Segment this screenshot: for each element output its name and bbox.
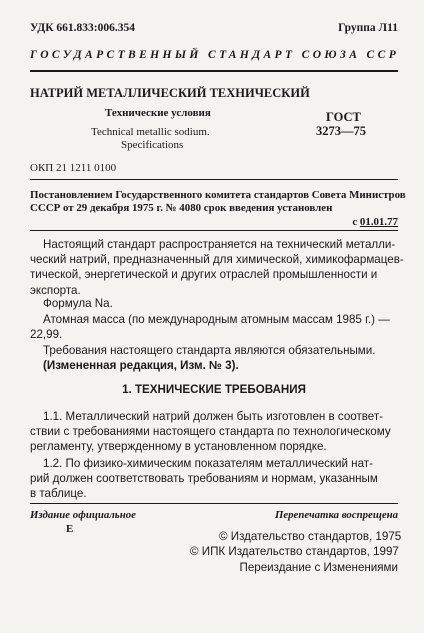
mandatory-line: Требования настоящего стандарта являются обязательными. [43,344,376,357]
intro-paragraph [30,237,404,298]
intro-line: Настоящий стандарт распространяется на технический металли- [43,238,396,251]
footer-rule [30,503,398,504]
effective-date: 01.01.77 [359,216,398,228]
decree-effective-date [352,216,398,228]
clause-line: 1.1. Металлический натрий должен быть изготовлен в соответ- [43,410,384,423]
decree-rule [30,230,398,231]
subtitle-en-line2: Specifications [121,139,184,151]
agency-title: ГОСУДАРСТВЕННЫЙ СТАНДАРТ СОЮЗА ССР [30,49,400,61]
intro-line: ческий натрий, предназначенный для химической, химикофармацев- [30,253,404,267]
reprint-notice: Перепечатка воспрещена [274,509,398,521]
clause-line: ствии с требованиями настоящего стандарта по технологическому [30,425,391,439]
group-code: Группа Л11 [338,22,398,34]
clause-1-2 [30,456,398,502]
copyright-1997: © ИПК Издательство стандартов, 1997 [190,545,399,558]
amendment-note: (Измененная редакция, Изм. № 3). [43,359,239,372]
subtitle-ru: Технические условия [105,107,211,119]
formula-line: Формула Na. [43,297,113,310]
section-heading: 1. ТЕХНИЧЕСКИЕ ТРЕБОВАНИЯ [122,383,306,396]
header-rule [30,70,398,72]
gost-label: ГОСТ [326,110,361,124]
clause-line: регламенту, утвержденному в установленном порядке. [30,440,327,454]
subtitle-en-line1: Technical metallic sodium. [91,126,210,138]
udk-code: УДК 661.833:006.354 [30,22,135,34]
copyright-1975: © Издательство стандартов, 1975 [219,530,402,543]
decree-line2: СССР от 29 декабря 1975 г. № 4080 срок введения установлен [30,202,333,214]
clause-line: рий должен соответствовать требованиям и нормам, указанным [30,472,378,486]
clause-1-1 [30,409,398,455]
atomic-mass-line2: 22,99. [30,328,63,341]
decree-line1: Постановлением Государственного комитета стандартов Совета Министров [30,189,406,201]
document-title: НАТРИЙ МЕТАЛЛИЧЕСКИЙ ТЕХНИЧЕСКИЙ [30,86,310,100]
gost-number: 3273—75 [316,124,366,138]
okp-rule [30,179,398,180]
clause-line: в таблице. [30,487,87,501]
atomic-mass-line1: Атомная масса (по международным атомным массам 1985 г.) — [43,313,390,326]
intro-line: тической, энергетической и других отраслей промышленности и [30,268,378,282]
intro-line: экспорта. [30,283,81,297]
official-edition: Издание официальное [30,509,136,521]
reissue-note: Переиздание с Изменениями [239,561,398,574]
edition-letter: Е [66,523,74,535]
okp-code: ОКП 21 1211 0100 [30,162,117,174]
date-prefix: с [352,216,360,228]
clause-line: 1.2. По физико-химическим показателям металлический нат- [43,457,373,470]
